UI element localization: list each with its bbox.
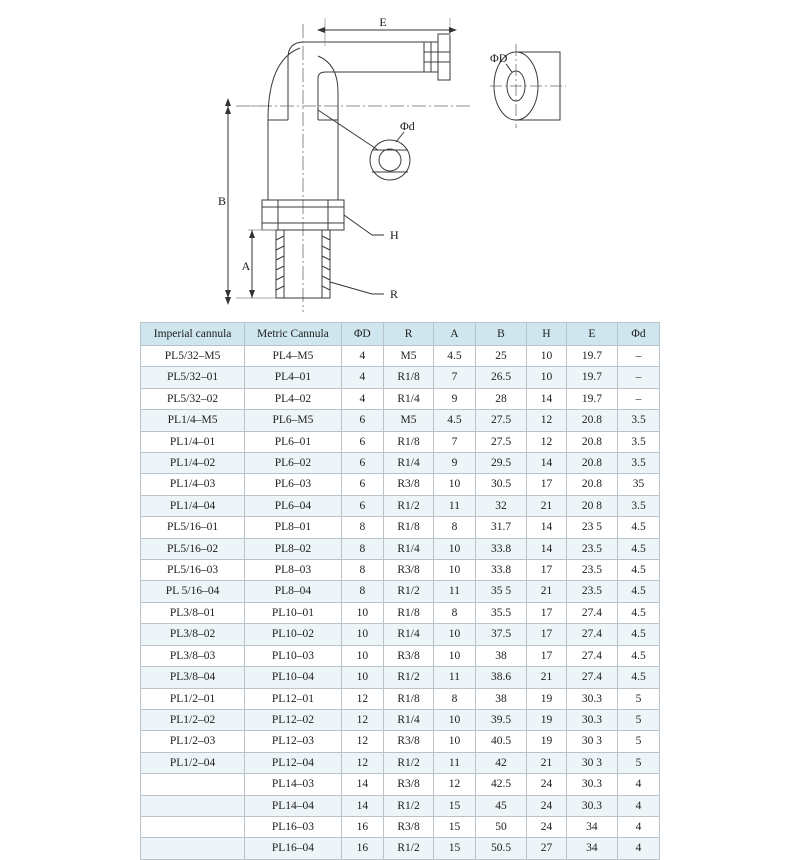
table-cell: 27.4 (566, 602, 617, 623)
column-header-imperial-cannula: Imperial cannula (141, 323, 245, 346)
table-row (141, 346, 660, 367)
table-cell: PL5/32–M5 (141, 346, 245, 367)
table-cell: 30.5 (475, 474, 526, 495)
table-cell: 12 (527, 431, 567, 452)
table-header-row (141, 323, 660, 346)
table-cell: PL12–01 (245, 688, 342, 709)
table-cell: M5 (384, 410, 434, 431)
table-cell: PL16–03 (245, 816, 342, 837)
table-cell: M5 (384, 346, 434, 367)
table-cell: 4.5 (434, 346, 476, 367)
table-cell: 27.4 (566, 624, 617, 645)
table-row (141, 602, 660, 623)
table-cell: 10 (527, 346, 567, 367)
table-cell: 15 (434, 795, 476, 816)
table-cell: R1/8 (384, 517, 434, 538)
table-cell: R3/8 (384, 560, 434, 581)
table-cell: 35 5 (475, 581, 526, 602)
table-cell: 19.7 (566, 346, 617, 367)
dimension-label-E: E (379, 15, 387, 29)
table-cell: PL10–02 (245, 624, 342, 645)
column-header-H: H (527, 323, 567, 346)
table-cell: R1/2 (384, 838, 434, 859)
table-cell: PL6–01 (245, 431, 342, 452)
table-cell: 40.5 (475, 731, 526, 752)
dimension-label-R: R (390, 287, 399, 301)
table-cell: 20.8 (566, 453, 617, 474)
elbow-fitting-drawing (0, 0, 800, 318)
table-cell: 10 (434, 645, 476, 666)
column-header-E: E (566, 323, 617, 346)
table-cell: 12 (434, 774, 476, 795)
table-cell: 20.8 (566, 474, 617, 495)
table-cell: 17 (527, 645, 567, 666)
column-header-B: B (475, 323, 526, 346)
table-cell (141, 838, 245, 859)
table-cell: 11 (434, 581, 476, 602)
table-cell: 14 (527, 538, 567, 559)
table-cell: 34 (566, 838, 617, 859)
table-cell: PL8–03 (245, 560, 342, 581)
table-row (141, 645, 660, 666)
table-cell: 12 (341, 731, 383, 752)
table-cell: R3/8 (384, 731, 434, 752)
table-cell: PL5/16–02 (141, 538, 245, 559)
table-cell: PL12–04 (245, 752, 342, 773)
table-cell: 4.5 (618, 560, 660, 581)
table-cell: 10 (527, 367, 567, 388)
table-cell: 30.3 (566, 774, 617, 795)
table-cell: 33.8 (475, 538, 526, 559)
table-cell: PL1/2–02 (141, 709, 245, 730)
column-header-phi-D: ΦD (341, 323, 383, 346)
table-cell: 4.5 (618, 645, 660, 666)
table-cell: PL1/2–03 (141, 731, 245, 752)
table-cell: 3.5 (618, 410, 660, 431)
table-cell: 5 (618, 731, 660, 752)
column-header-R: R (384, 323, 434, 346)
table-cell: 9 (434, 388, 476, 409)
table-cell: 4.5 (434, 410, 476, 431)
table-cell: PL4–01 (245, 367, 342, 388)
table-cell: 16 (341, 816, 383, 837)
table-cell: R1/2 (384, 581, 434, 602)
table-cell: 30 3 (566, 731, 617, 752)
table-cell: 19 (527, 709, 567, 730)
dimension-label-phi-D: ΦD (490, 51, 508, 65)
table-cell: PL3/8–04 (141, 667, 245, 688)
table-cell: 29.5 (475, 453, 526, 474)
table-cell: 12 (341, 752, 383, 773)
table-cell: PL8–02 (245, 538, 342, 559)
table-cell: PL1/4–M5 (141, 410, 245, 431)
table-cell: 25 (475, 346, 526, 367)
table-row (141, 474, 660, 495)
table-cell: 21 (527, 752, 567, 773)
table-cell: PL3/8–01 (141, 602, 245, 623)
table-cell: 7 (434, 431, 476, 452)
table-cell: PL12–02 (245, 709, 342, 730)
table-cell: 5 (618, 752, 660, 773)
table-cell: R1/4 (384, 624, 434, 645)
table-cell (141, 816, 245, 837)
table-cell: 50 (475, 816, 526, 837)
table-cell: 23.5 (566, 560, 617, 581)
table-cell: 27.5 (475, 410, 526, 431)
table-cell: PL5/16–01 (141, 517, 245, 538)
table-cell: 23.5 (566, 538, 617, 559)
table-row (141, 774, 660, 795)
table-cell: PL3/8–02 (141, 624, 245, 645)
table-cell: 10 (341, 602, 383, 623)
table-cell: 50.5 (475, 838, 526, 859)
table-cell: 39.5 (475, 709, 526, 730)
table-row (141, 560, 660, 581)
table-cell: 45 (475, 795, 526, 816)
table-cell: 27 (527, 838, 567, 859)
specification-table-container (140, 322, 660, 860)
table-cell: 4 (618, 774, 660, 795)
table-cell: PL8–04 (245, 581, 342, 602)
dimension-label-phi-d: Φd (400, 119, 415, 133)
table-cell: 6 (341, 474, 383, 495)
table-cell: – (618, 367, 660, 388)
table-row (141, 795, 660, 816)
table-cell: 17 (527, 474, 567, 495)
table-cell: PL6–M5 (245, 410, 342, 431)
table-cell: 6 (341, 453, 383, 474)
table-cell: 7 (434, 367, 476, 388)
table-cell: 27.4 (566, 645, 617, 666)
table-cell: 20.8 (566, 410, 617, 431)
table-cell: 17 (527, 624, 567, 645)
table-cell: 10 (434, 709, 476, 730)
table-row (141, 453, 660, 474)
table-cell: R1/2 (384, 495, 434, 516)
table-body (141, 346, 660, 860)
table-cell: PL5/32–02 (141, 388, 245, 409)
table-cell: PL1/4–02 (141, 453, 245, 474)
table-cell: R1/8 (384, 602, 434, 623)
table-cell: PL4–M5 (245, 346, 342, 367)
table-cell: 26.5 (475, 367, 526, 388)
table-cell: 20.8 (566, 431, 617, 452)
table-cell: 4.5 (618, 624, 660, 645)
table-cell: 8 (341, 581, 383, 602)
table-cell: 38 (475, 688, 526, 709)
table-cell: 8 (341, 517, 383, 538)
table-cell: 8 (434, 602, 476, 623)
dimension-label-H: H (390, 228, 399, 242)
table-cell: 9 (434, 453, 476, 474)
table-cell: 14 (341, 795, 383, 816)
table-cell: R3/8 (384, 816, 434, 837)
table-cell: 30.3 (566, 709, 617, 730)
table-cell: 24 (527, 816, 567, 837)
table-cell: PL14–03 (245, 774, 342, 795)
table-cell: 23 5 (566, 517, 617, 538)
table-cell: PL10–04 (245, 667, 342, 688)
table-cell: PL5/32–01 (141, 367, 245, 388)
table-cell: 21 (527, 495, 567, 516)
table-cell: 19 (527, 688, 567, 709)
table-cell: PL 5/16–04 (141, 581, 245, 602)
table-cell: 38 (475, 645, 526, 666)
table-cell: PL10–01 (245, 602, 342, 623)
table-cell: 10 (434, 538, 476, 559)
table-cell: 3.5 (618, 453, 660, 474)
table-cell: 11 (434, 667, 476, 688)
table-cell: 4 (341, 346, 383, 367)
table-cell: PL6–03 (245, 474, 342, 495)
table-cell: PL1/2–01 (141, 688, 245, 709)
table-cell: 35 (618, 474, 660, 495)
table-cell: R3/8 (384, 474, 434, 495)
table-row (141, 431, 660, 452)
table-cell: 4 (618, 838, 660, 859)
table-cell: 19 (527, 731, 567, 752)
table-cell: 42 (475, 752, 526, 773)
table-cell: PL3/8–03 (141, 645, 245, 666)
table-cell: 27.4 (566, 667, 617, 688)
table-cell: 10 (434, 560, 476, 581)
table-row (141, 388, 660, 409)
table-cell: 4 (341, 388, 383, 409)
table-cell: 14 (527, 517, 567, 538)
table-cell: R1/4 (384, 388, 434, 409)
table-row (141, 838, 660, 859)
table-cell: 4 (341, 367, 383, 388)
table-cell: 21 (527, 581, 567, 602)
column-header-A: A (434, 323, 476, 346)
dimension-label-A: A (241, 259, 251, 273)
table-cell: 6 (341, 410, 383, 431)
table-cell: 15 (434, 816, 476, 837)
table-cell: 11 (434, 752, 476, 773)
table-row (141, 667, 660, 688)
specification-table (140, 322, 660, 860)
table-cell: R1/4 (384, 709, 434, 730)
table-cell: R1/2 (384, 752, 434, 773)
table-cell: 4.5 (618, 517, 660, 538)
table-cell: 10 (341, 624, 383, 645)
table-cell: PL10–03 (245, 645, 342, 666)
table-cell (141, 795, 245, 816)
table-cell: 42.5 (475, 774, 526, 795)
table-cell: 12 (527, 410, 567, 431)
table-cell: 3.5 (618, 431, 660, 452)
table-row (141, 624, 660, 645)
table-cell: 5 (618, 688, 660, 709)
table-cell: PL1/2–04 (141, 752, 245, 773)
table-cell: 10 (434, 624, 476, 645)
table-row (141, 495, 660, 516)
table-cell: R1/4 (384, 538, 434, 559)
table-cell: PL1/4–04 (141, 495, 245, 516)
table-cell: 35.5 (475, 602, 526, 623)
table-cell: 30.3 (566, 688, 617, 709)
table-cell: 19.7 (566, 388, 617, 409)
table-row (141, 367, 660, 388)
table-cell: 11 (434, 495, 476, 516)
table-cell: 17 (527, 602, 567, 623)
table-cell: 30.3 (566, 795, 617, 816)
table-cell: 8 (341, 538, 383, 559)
table-row (141, 709, 660, 730)
table-cell: PL4–02 (245, 388, 342, 409)
table-cell: 27.5 (475, 431, 526, 452)
table-cell: PL8–01 (245, 517, 342, 538)
table-cell: 12 (341, 709, 383, 730)
table-cell: 28 (475, 388, 526, 409)
technical-drawing (0, 0, 800, 318)
table-cell: 37.5 (475, 624, 526, 645)
table-cell: 4.5 (618, 538, 660, 559)
table-row (141, 688, 660, 709)
table-cell: R1/8 (384, 431, 434, 452)
table-cell: 10 (434, 731, 476, 752)
table-cell: 10 (341, 645, 383, 666)
table-cell: 6 (341, 431, 383, 452)
table-cell: 6 (341, 495, 383, 516)
table-cell: 12 (341, 688, 383, 709)
table-cell: 21 (527, 667, 567, 688)
table-row (141, 410, 660, 431)
dimension-label-B: B (217, 194, 227, 208)
table-cell: 4.5 (618, 602, 660, 623)
table-cell: 10 (434, 474, 476, 495)
column-header-phi-d: Φd (618, 323, 660, 346)
table-cell: – (618, 388, 660, 409)
table-cell: 24 (527, 795, 567, 816)
table-cell: 8 (341, 560, 383, 581)
table-row (141, 517, 660, 538)
table-cell: 10 (341, 667, 383, 688)
table-cell: 4.5 (618, 667, 660, 688)
table-cell: 8 (434, 688, 476, 709)
table-cell: PL14–04 (245, 795, 342, 816)
table-cell: 32 (475, 495, 526, 516)
table-cell: 14 (527, 453, 567, 474)
table-cell: 16 (341, 838, 383, 859)
table-cell: R3/8 (384, 774, 434, 795)
column-header-metric-cannula: Metric Cannula (245, 323, 342, 346)
table-cell: 8 (434, 517, 476, 538)
table-row (141, 731, 660, 752)
table-cell: 4 (618, 795, 660, 816)
table-cell: 5 (618, 709, 660, 730)
table-cell: 3.5 (618, 495, 660, 516)
table-cell: PL6–04 (245, 495, 342, 516)
table-cell: PL12–03 (245, 731, 342, 752)
table-cell: 34 (566, 816, 617, 837)
table-cell: 14 (527, 388, 567, 409)
table-row (141, 538, 660, 559)
table-cell: 15 (434, 838, 476, 859)
table-cell: R3/8 (384, 645, 434, 666)
table-cell: R1/8 (384, 367, 434, 388)
table-cell: 14 (341, 774, 383, 795)
table-cell: PL5/16–03 (141, 560, 245, 581)
table-cell: – (618, 346, 660, 367)
table-cell: R1/8 (384, 688, 434, 709)
table-cell: 19.7 (566, 367, 617, 388)
table-cell: R1/2 (384, 667, 434, 688)
table-cell (141, 774, 245, 795)
table-cell: PL1/4–01 (141, 431, 245, 452)
table-cell: 23.5 (566, 581, 617, 602)
table-cell: R1/4 (384, 453, 434, 474)
table-cell: PL1/4–03 (141, 474, 245, 495)
table-row (141, 816, 660, 837)
table-cell: PL6–02 (245, 453, 342, 474)
table-cell: 4.5 (618, 581, 660, 602)
table-cell: 31.7 (475, 517, 526, 538)
table-cell: 33.8 (475, 560, 526, 581)
table-cell: 20 8 (566, 495, 617, 516)
table-cell: 4 (618, 816, 660, 837)
table-cell: 17 (527, 560, 567, 581)
table-row (141, 752, 660, 773)
table-cell: R1/2 (384, 795, 434, 816)
table-cell: 38.6 (475, 667, 526, 688)
table-cell: 30 3 (566, 752, 617, 773)
table-row (141, 581, 660, 602)
table-cell: PL16–04 (245, 838, 342, 859)
table-cell: 24 (527, 774, 567, 795)
